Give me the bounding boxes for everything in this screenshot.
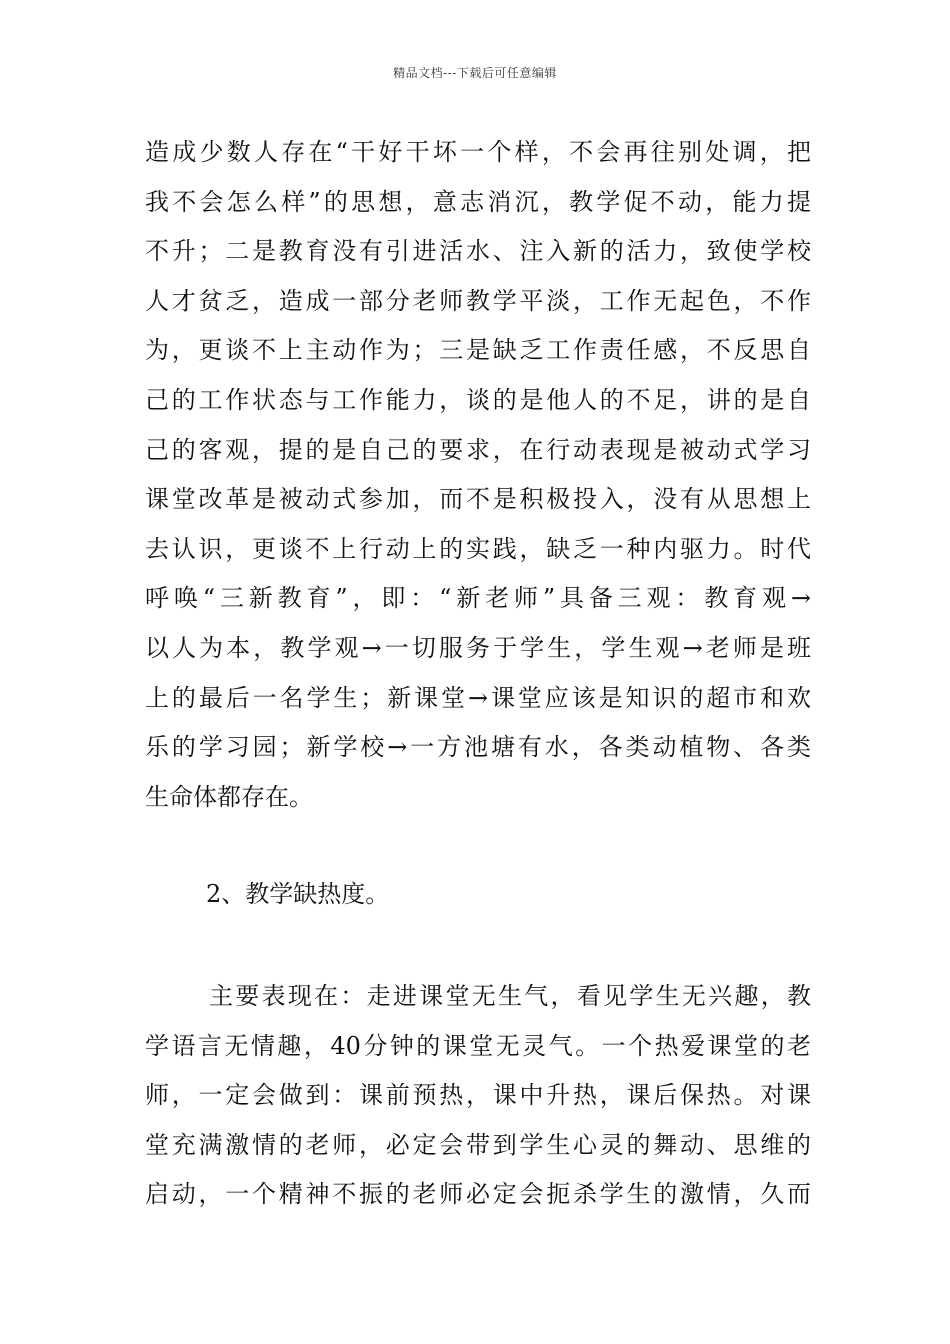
paragraph-line: 课堂改革是被动式参加，而不是积极投入，没有从思想上 <box>145 485 811 514</box>
paragraph-line: 堂充满激情的老师，必定会带到学生心灵的舞动、思维的 <box>145 1130 811 1159</box>
section-heading: 2、教学缺热度。 <box>206 880 390 908</box>
paragraph-line: 启动，一个精神不振的老师必定会扼杀学生的激情，久而 <box>145 1180 811 1209</box>
paragraph-line: 主要表现在：走进课堂无生气，看见学生无兴趣，教 <box>209 982 811 1010</box>
paragraph-line: 以人为本，教学观→一切服务于学生，学生观→老师是班 <box>145 633 811 662</box>
page-header: 精品文档---下载后可任意编辑 <box>393 66 557 80</box>
paragraph-line: 师，一定会做到：课前预热，课中升热，课后保热。对课 <box>145 1081 811 1110</box>
paragraph-line: 造成少数人存在“干好干坏一个样，不会再往别处调，把 <box>145 138 811 166</box>
paragraph-line: 呼唤“三新教育”，即：“新老师”具备三观：教育观→ <box>145 584 811 613</box>
paragraph-line: 去认识，更谈不上行动上的实践，缺乏一种内驱力。时代 <box>145 534 811 563</box>
paragraph-line: 学语言无情趣，40分钟的课堂无灵气。一个热爱课堂的老 <box>145 1031 811 1060</box>
paragraph-line: 上的最后一名学生；新课堂→课堂应该是知识的超市和欢 <box>145 683 811 712</box>
paragraph-1 <box>145 128 811 822</box>
paragraph-line: 不升；二是教育没有引进活水、注入新的活力，致使学校 <box>145 237 811 266</box>
paragraph-line: 为，更谈不上主动作为；三是缺乏工作责任感，不反思自 <box>145 336 811 365</box>
paragraph-line: 我不会怎么样”的思想，意志消沉，教学促不动，能力提 <box>145 187 811 216</box>
paragraph-line: 己的客观，提的是自己的要求，在行动表现是被动式学习 <box>145 435 811 464</box>
paragraph-line: 人才贫乏，造成一部分老师教学平淡，工作无起色，不作 <box>145 286 811 315</box>
paragraph-2 <box>145 972 811 1220</box>
paragraph-line: 生命体都存在。 <box>145 782 313 811</box>
paragraph-line: 己的工作状态与工作能力，谈的是他人的不足，讲的是自 <box>145 385 811 414</box>
paragraph-line: 乐的学习园；新学校→一方池塘有水，各类动植物、各类 <box>145 733 811 762</box>
